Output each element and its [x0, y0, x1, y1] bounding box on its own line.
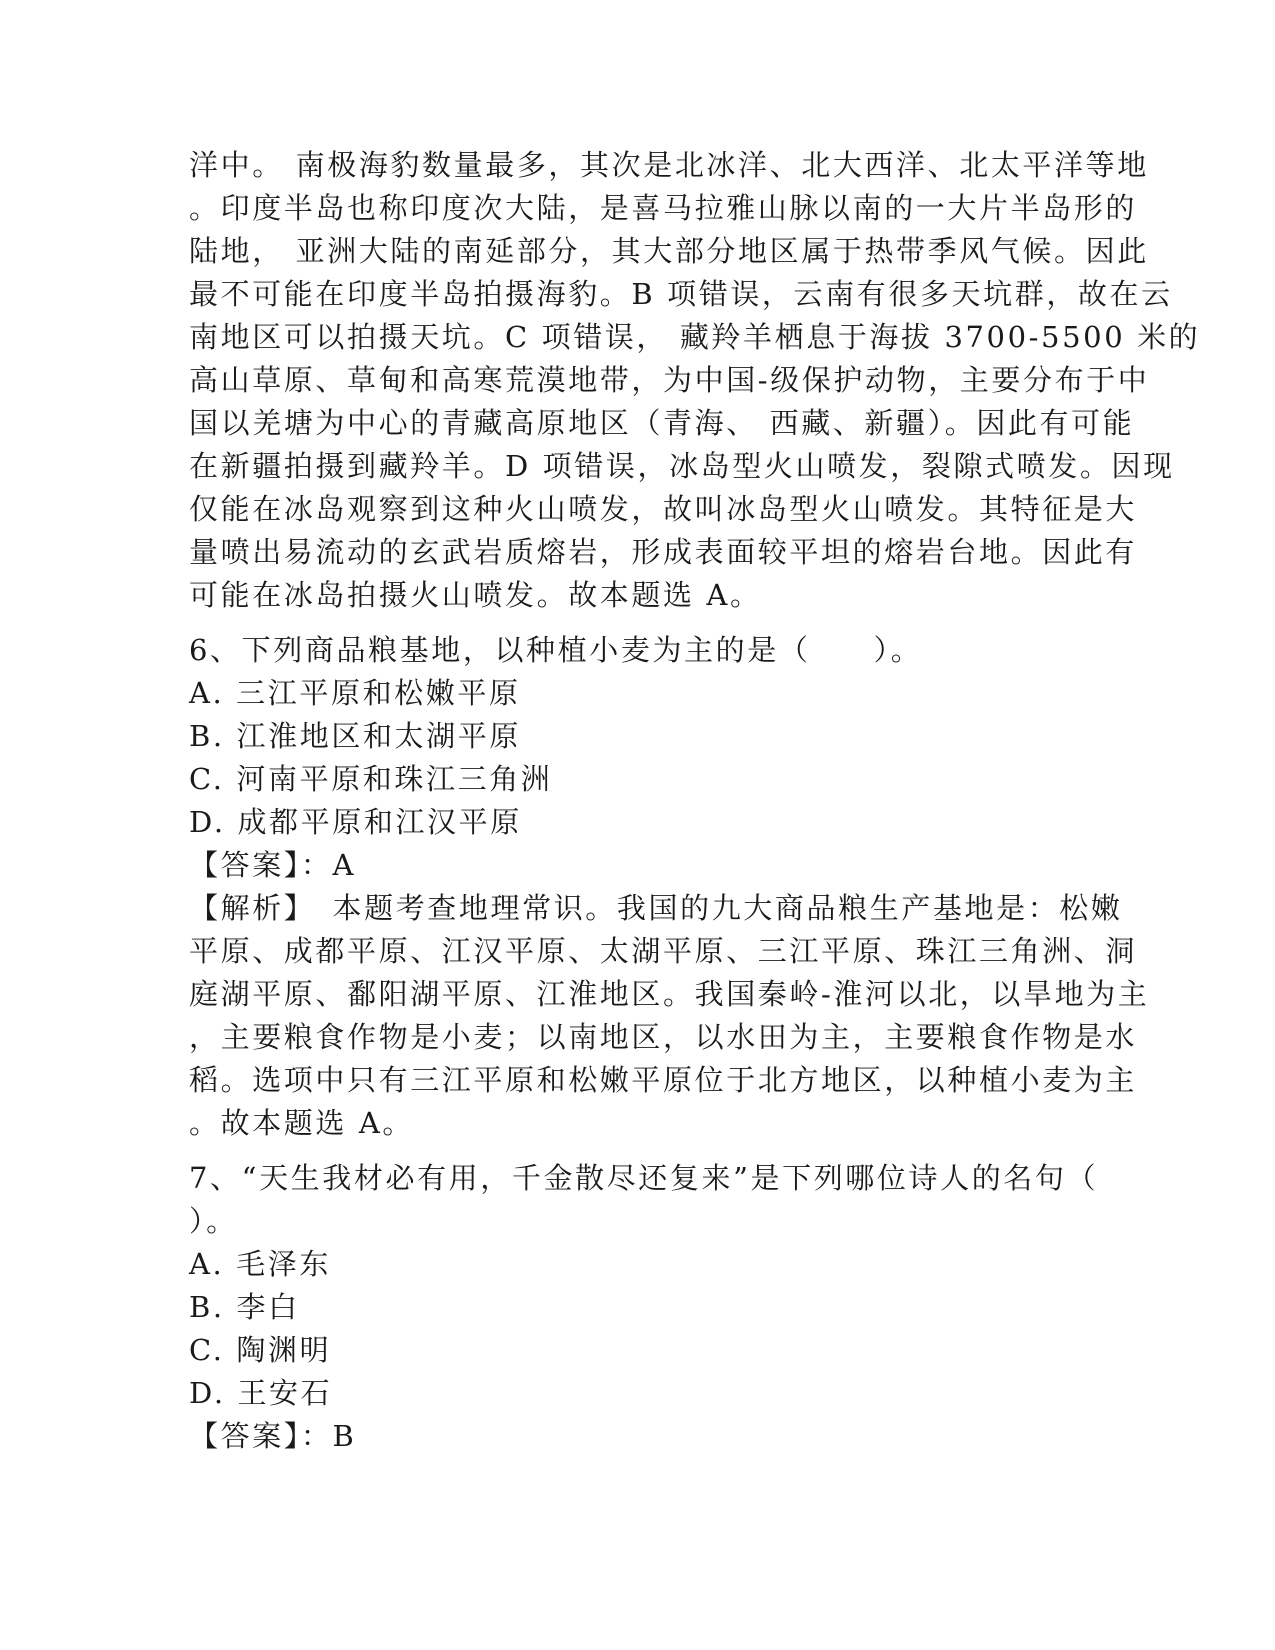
text-line: 量喷出易流动的玄武岩质熔岩，形成表面较平坦的熔岩台地。因此有	[189, 535, 1138, 569]
option-b: B. 江淮地区和太湖平原	[189, 719, 521, 753]
analysis-line: 平原、成都平原、江汉平原、太湖平原、三江平原、珠江三角洲、洞	[189, 934, 1138, 968]
answer-line: 【答案】：B	[189, 1419, 357, 1453]
analysis-line: ，主要粮食作物是小麦；以南地区，以水田为主，主要粮食作物是水	[189, 1020, 1138, 1054]
text-line: 仅能在冰岛观察到这种火山喷发，故叫冰岛型火山喷发。其特征是大	[189, 492, 1138, 526]
text-line: 陆地， 亚洲大陆的南延部分，其大部分地区属于热带季风气候。因此	[189, 234, 1149, 268]
question-stem: 6、下列商品粮基地，以种植小麦为主的是（ ）。	[189, 633, 923, 667]
option-a: A. 毛泽东	[189, 1247, 331, 1281]
option-b: B. 李白	[189, 1290, 300, 1324]
option-c: C. 河南平原和珠江三角洲	[189, 762, 553, 796]
option-a: A. 三江平原和松嫩平原	[189, 676, 521, 710]
text-line: 。印度半岛也称印度次大陆，是喜马拉雅山脉以南的一大片半岛形的	[189, 191, 1138, 225]
analysis-line: 稻。选项中只有三江平原和松嫩平原位于北方地区，以种植小麦为主	[189, 1063, 1138, 1097]
text-line: 在新疆拍摄到藏羚羊。D 项错误，冰岛型火山喷发，裂隙式喷发。因现	[189, 449, 1175, 483]
text-line: 最不可能在印度半岛拍摄海豹。B 项错误，云南有很多天坑群，故在云	[189, 277, 1173, 311]
question-7	[189, 1157, 1099, 1458]
analysis-line: 庭湖平原、鄱阳湖平原、江淮地区。我国秦岭-淮河以北，以旱地为主	[189, 977, 1150, 1011]
previous-analysis-continuation	[189, 144, 1201, 617]
question-6	[189, 629, 1150, 1145]
document-page	[189, 144, 1201, 1458]
text-line: 国以羌塘为中心的青藏高原地区（青海、 西藏、新疆）。因此有可能	[189, 406, 1135, 440]
question-stem: 7、“天生我材必有用，千金散尽还复来”是下列哪位诗人的名句（	[189, 1161, 1099, 1195]
question-stem: ）。	[189, 1204, 238, 1238]
option-c: C. 陶渊明	[189, 1333, 332, 1367]
text-line: 洋中。 南极海豹数量最多，其次是北冰洋、北大西洋、北太平洋等地	[189, 148, 1149, 182]
option-d: D. 王安石	[189, 1376, 333, 1410]
answer-line: 【答案】：A	[189, 848, 357, 882]
text-line: 可能在冰岛拍摄火山喷发。故本题选 A。	[189, 578, 762, 612]
text-line: 高山草原、草甸和高寒荒漠地带，为中国-级保护动物，主要分布于中	[189, 363, 1150, 397]
analysis-line: 。故本题选 A。	[189, 1106, 414, 1140]
option-d: D. 成都平原和江汉平原	[189, 805, 522, 839]
text-line: 南地区可以拍摄天坑。C 项错误， 藏羚羊栖息于海拔 3700-5500 米的	[189, 320, 1201, 354]
analysis-line: 【解析】 本题考查地理常识。我国的九大商品粮生产基地是：松嫩	[189, 891, 1123, 925]
